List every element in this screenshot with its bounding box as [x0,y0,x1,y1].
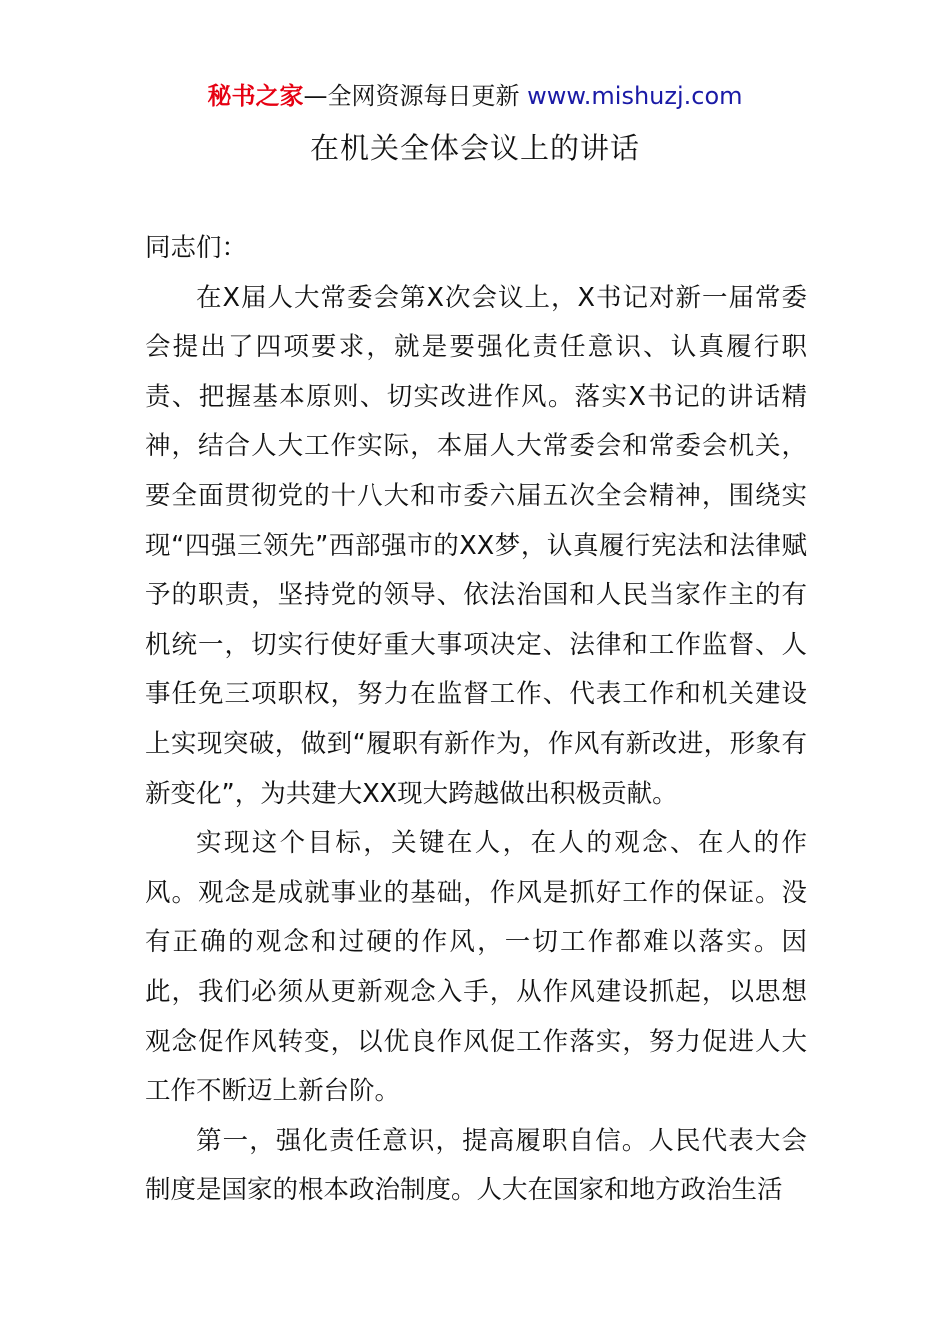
site-header [0,80,950,112]
document-title: 在机关全体会议上的讲话 [309,131,640,165]
brand-name: 秘书之家 [207,82,304,110]
paragraph: 实现这个目标，关键在人，在人的观念、在人的作风。观念是成就事业的基础，作风是抓好工作的保证。没有正确的观念和过硬的作风，一切工作都难以落实。因此，我们必须从更新观念入手，从作风建设抓起，以思想观念促作风转变，以优良作风促工作落实，努力促进人大工作不断迈上新台阶。 [145,828,807,1107]
document-body [145,224,807,1216]
header-tagline: —全网资源每日更新 [303,82,520,110]
paragraph: 第一，强化责任意识，提高履职自信。人民代表大会制度是国家的根本政治制度。人大在国家和地方政治生活 [145,1125,807,1206]
site-url-link[interactable]: www.mishuzj.com [527,82,743,110]
salutation: 同志们： [145,233,248,263]
paragraph: 在X届人大常委会第X次会议上，X书记对新一届常委会提出了四项要求，就是要强化责任意识、认真履行职责、把握基本原则、切实改进作风。落实X书记的讲话精神，结合人大工作实际，本届人大常委会和常委会机关，要全面贯彻党的十八大和市委六届五次全会精神，围绕实现“四强三领先”西部强市的XX梦，认真履行宪法和法律赋予的职责，坚持党的领导、依法治国和人民当家作主的有机统一，切实行使好重大事项决定、法律和工作监督、人事任免三项职权，努力在监督工作、代表工作和机关建设上实现突破，做到“履职有新作为，作风有新改进，形象有新变化”，为共建大XX现大跨越做出积极贡献。 [145,282,807,809]
